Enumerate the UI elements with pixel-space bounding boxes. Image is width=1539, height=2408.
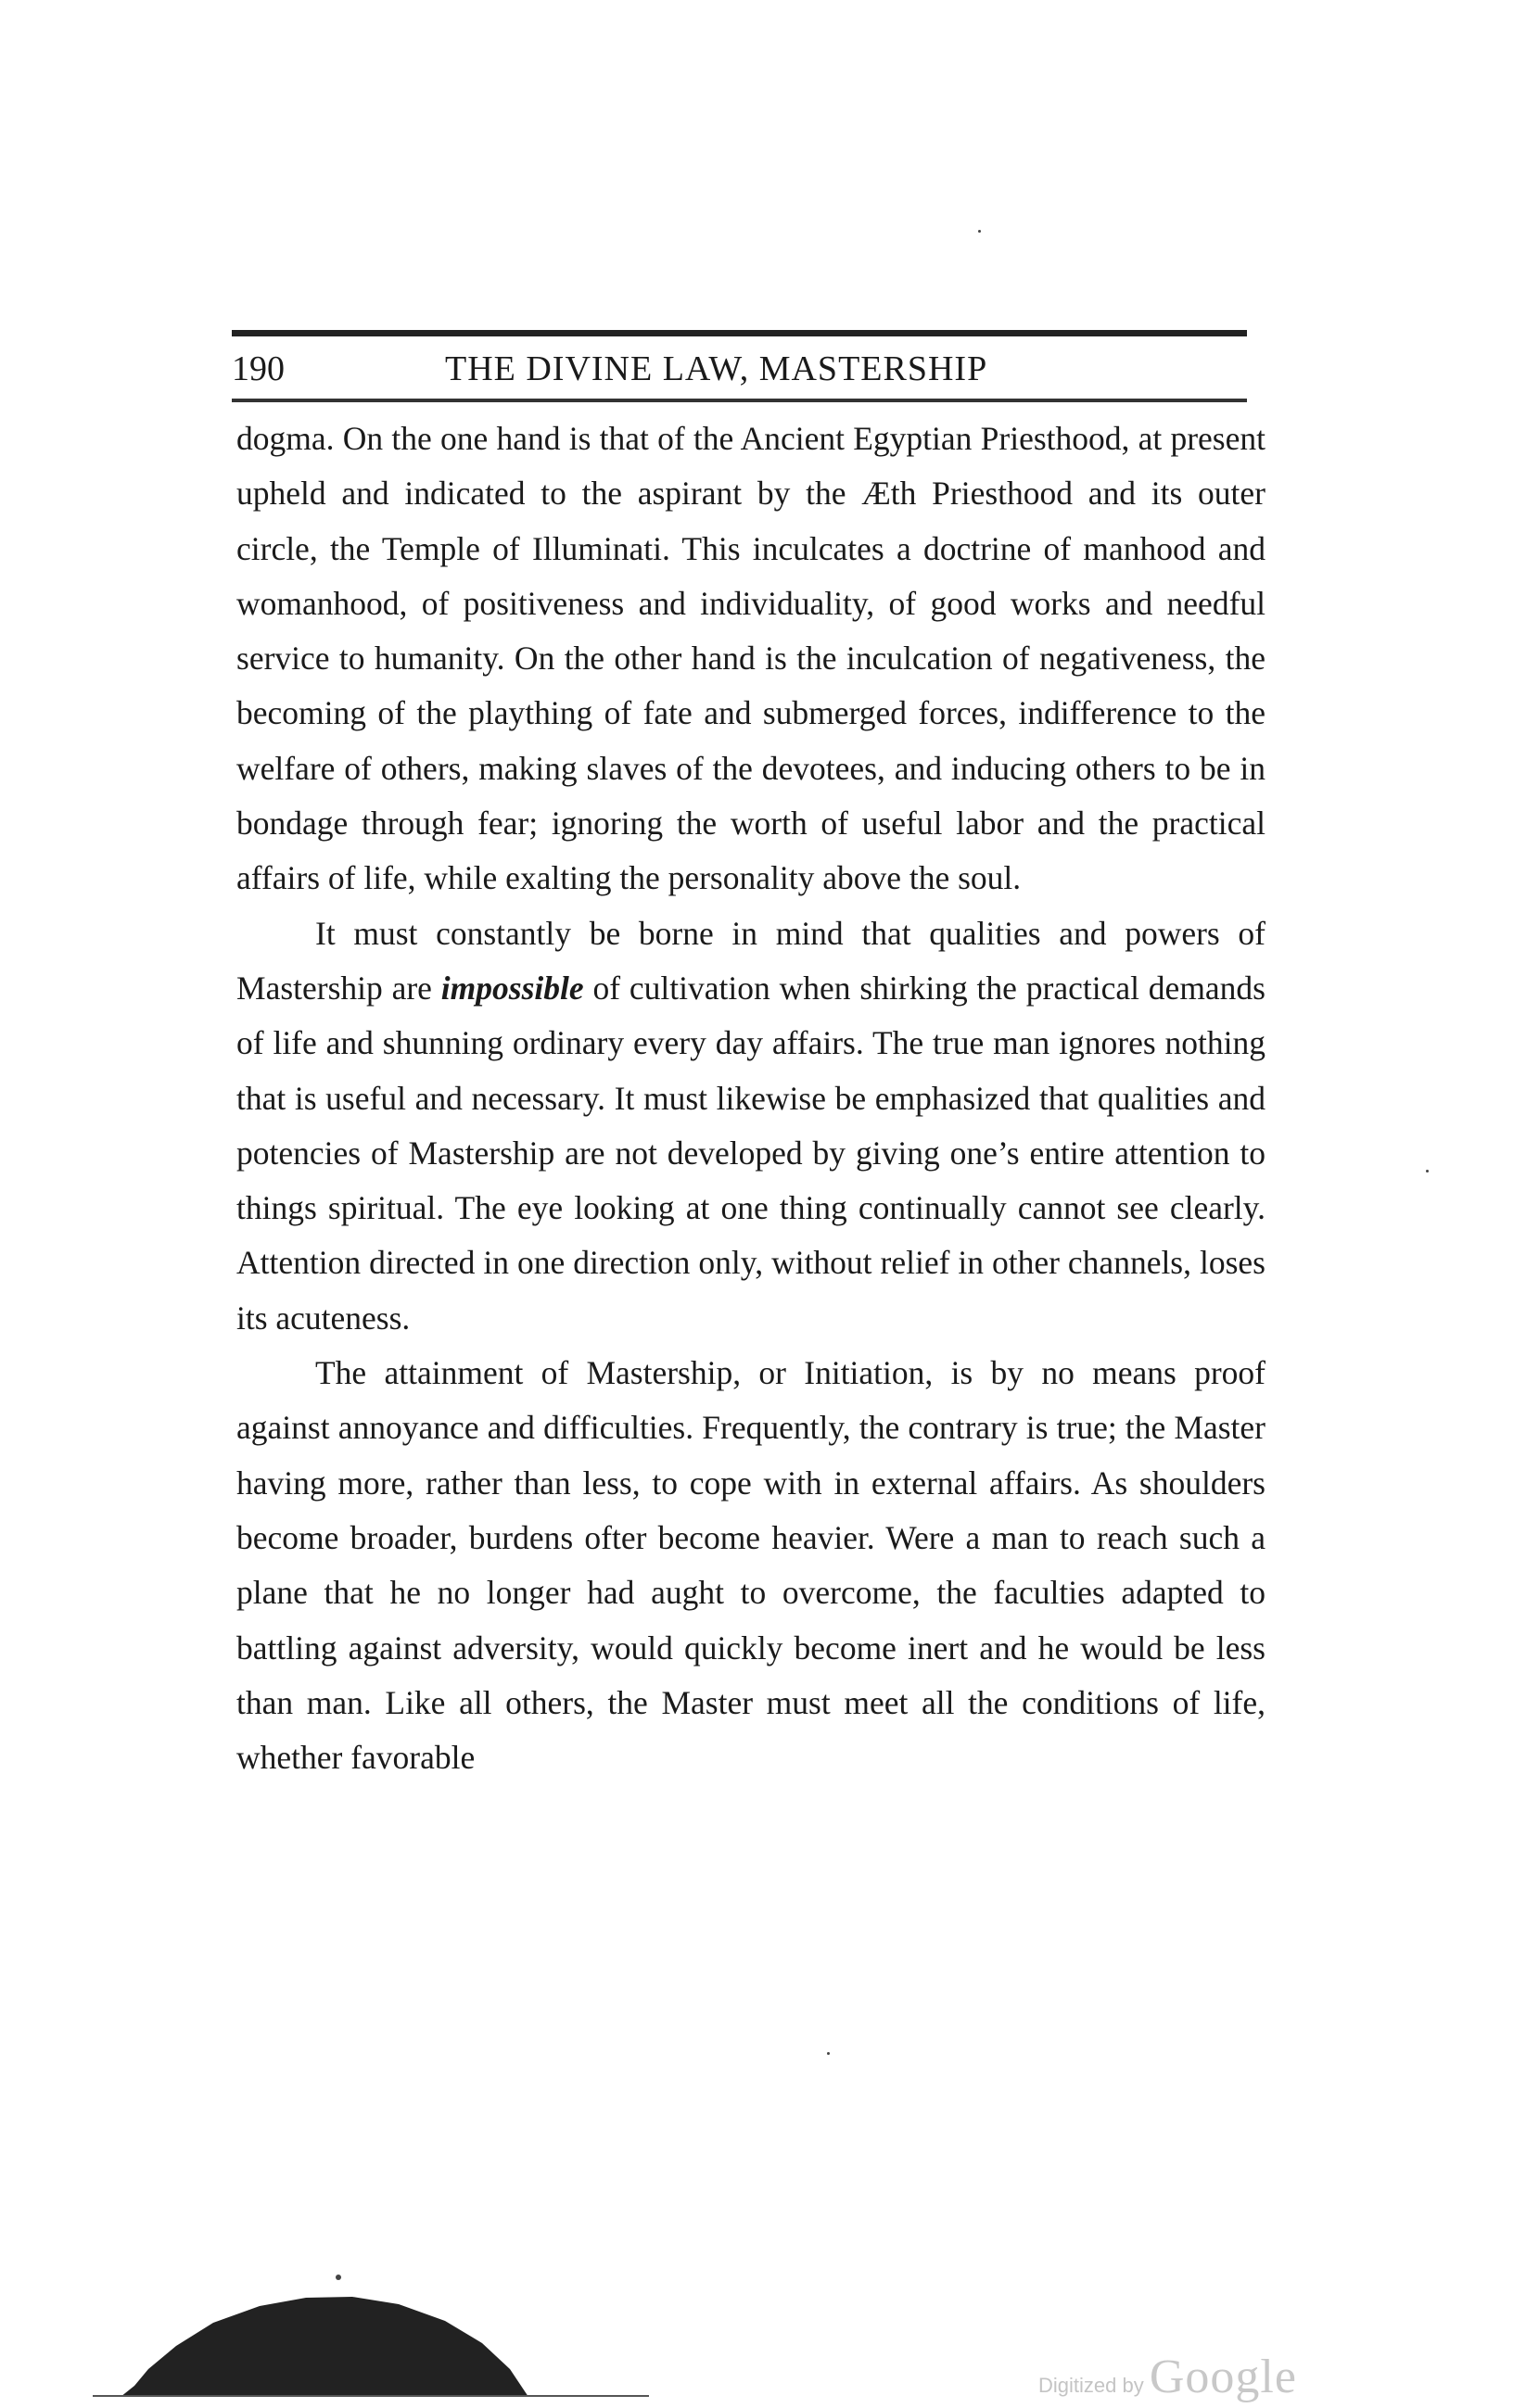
paragraph-3: The attainment of Mastership, or Initiation, is by no means proof against annoyance and difficulties. Frequently, the contrary is true; the Master having more, rather than less, to cope with in external affairs. As shoulders become broader, burdens ofter become heavier. Were a man to reach such a plane that he no longer had aught to overcome, the faculties adapted to battling against adversity, would quickly become inert and he would be less than man. Like all others, the Master must meet all the conditions of life, whether favorable <box>236 1354 1266 1777</box>
paragraph-1: dogma. On the one hand is that of the Ancient Egyptian Priesthood, at present upheld and indicated to the aspirant by the Æth Priesthood and its outer circle, the Temple of Illuminati. This inculcates a doctrine of manhood and womanhood, of positiveness and individuality, of good works and needful service to humanity. On the other hand is the inculcation of negativeness, the becoming of the plaything of fate and submerged forces, indifference to the welfare of others, making slaves of the devotees, and inducing others to be in bondage through fear; ignoring the worth of useful labor and the practical affairs of life, while exalting the personality above the soul. <box>236 420 1266 897</box>
scan-speck <box>978 230 981 233</box>
binding-shadow-scan-artifact <box>93 2258 649 2397</box>
paragraph-2-part-1: It must constantly be borne in mind that qualities and powers of Mastership are <box>236 914 1266 1007</box>
scan-speck <box>1426 1170 1429 1172</box>
digitized-by-google-watermark <box>1038 2350 1297 2404</box>
scan-speck <box>827 2052 830 2055</box>
header-bottom-rule <box>232 399 1247 402</box>
paragraph-2-part-2: of cultivation when shirking the practical demands of life and shunning ordinary every day affairs. The true man ignores nothing that is useful and necessary. It must likewise be emphasized that qualities and potencies of Mastership are not developed by giving one’s entire attention to things spiritual. The eye looking at one thing continually cannot see clearly. Attention directed in one direction only, without relief in other channels, loses its acuteness. <box>236 969 1266 1337</box>
body-text <box>236 412 1266 1785</box>
emphasis-word: impossible <box>440 969 584 1007</box>
page-header <box>232 345 1247 393</box>
running-head: THE DIVINE LAW, MASTERSHIP <box>445 349 988 388</box>
google-logo: Google <box>1149 2351 1297 2403</box>
page-number: 190 <box>232 349 285 388</box>
header-top-rule <box>232 330 1247 336</box>
paragraph-2 <box>236 906 1266 1346</box>
watermark-prefix: Digitized by <box>1038 2374 1144 2397</box>
